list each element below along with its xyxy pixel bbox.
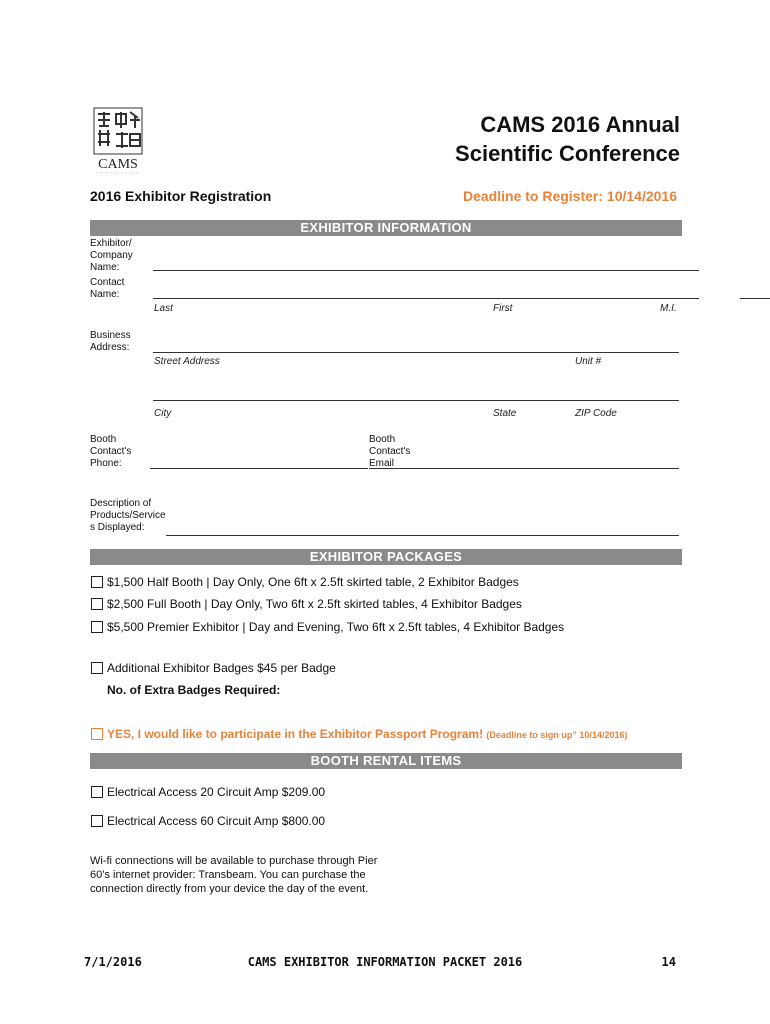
contact-name-field[interactable]	[153, 298, 699, 299]
hint-zip: ZIP Code	[575, 408, 617, 419]
extra-badges-count-label: No. of Extra Badges Required:	[107, 683, 281, 697]
registration-deadline: Deadline to Register: 10/14/2016	[463, 188, 677, 204]
passport-program-deadline: (Deadline to sign up” 10/14/2016)	[486, 730, 628, 740]
checkbox[interactable]	[91, 815, 103, 827]
cams-logo	[88, 106, 148, 176]
hint-mi: M.I.	[660, 303, 677, 314]
description-label: Description of Products/Service s Displayed:	[90, 498, 166, 533]
company-name-field[interactable]	[153, 270, 699, 271]
passport-program-label: YES, I would like to participate in the Exhibitor Passport Program!	[107, 727, 484, 741]
street-address-field[interactable]	[153, 352, 679, 353]
hint-unit: Unit #	[575, 356, 602, 367]
page-number: 14	[661, 955, 676, 969]
section-exhibitor-information: EXHIBITOR INFORMATION	[90, 220, 682, 236]
hint-first: First	[493, 303, 513, 314]
business-address-label: Business Address:	[90, 330, 131, 353]
booth-phone-label: Booth Contact's Phone:	[90, 434, 132, 469]
svg-text:CAMS: CAMS	[98, 157, 138, 172]
wifi-note: Wi-fi connections will be available to purchase through Pier 60’s internet provider: Transbeam. You can purchase the connection directly from your device the day of the event.	[90, 855, 378, 895]
city-state-zip-field[interactable]	[153, 400, 679, 401]
checkbox[interactable]	[91, 728, 103, 740]
section-booth-rental-items: BOOTH RENTAL ITEMS	[90, 753, 682, 769]
footer-date: 7/1/2016	[84, 955, 142, 969]
checkbox[interactable]	[91, 786, 103, 798]
booth-phone-field[interactable]	[150, 468, 368, 469]
booth-email-label: Booth Contact's Email	[369, 434, 411, 469]
checkbox[interactable]	[91, 621, 103, 633]
company-name-label: Exhibitor/ Company Name:	[90, 238, 133, 273]
hint-city: City	[154, 408, 172, 419]
hint-last: Last	[154, 303, 173, 314]
description-field[interactable]	[166, 535, 679, 536]
form-line-stub	[740, 298, 770, 299]
checkbox[interactable]	[91, 662, 103, 674]
contact-name-label: Contact Name:	[90, 277, 125, 300]
checkbox[interactable]	[91, 576, 103, 588]
checkbox[interactable]	[91, 598, 103, 610]
form-subtitle: 2016 Exhibitor Registration	[90, 188, 272, 204]
hint-state: State	[493, 408, 517, 419]
footer-title: CAMS EXHIBITOR INFORMATION PACKET 2016	[247, 955, 523, 969]
booth-email-field[interactable]	[369, 468, 679, 469]
cams-seal-icon	[88, 106, 148, 176]
section-exhibitor-packages: EXHIBITOR PACKAGES	[90, 549, 682, 565]
hint-street-address: Street Address	[154, 356, 220, 367]
page-title: CAMS 2016 Annual Scientific Conference	[455, 112, 680, 166]
